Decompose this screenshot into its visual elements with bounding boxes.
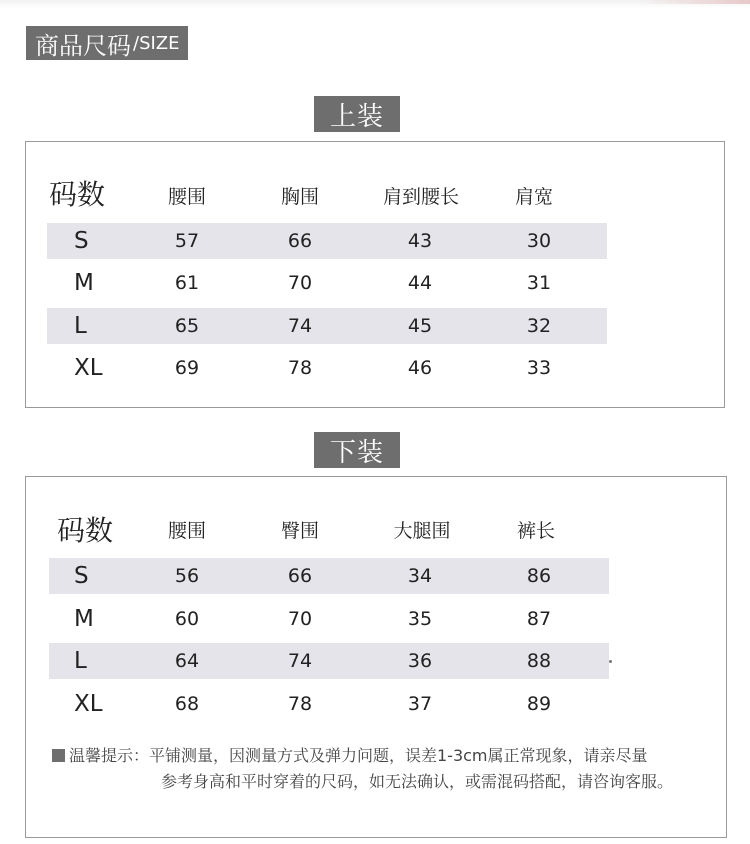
top-divider	[0, 0, 750, 8]
table-cell: 89	[526, 693, 552, 715]
size-header-subtitle: /SIZE	[133, 32, 180, 54]
table-cell: 33	[526, 357, 552, 379]
table-cell: 46	[407, 357, 433, 379]
size-label: L	[74, 313, 87, 339]
size-label: XL	[74, 355, 103, 381]
table-cell: 32	[526, 315, 552, 337]
top-section-tag: 上装	[314, 96, 400, 132]
table-cell: 43	[407, 230, 433, 252]
table-cell: 64	[174, 650, 200, 672]
size-label: XL	[74, 691, 103, 717]
table-row	[49, 558, 609, 594]
bottom-col-size: 码数	[57, 514, 114, 547]
table-row	[47, 265, 607, 301]
notice-line-1: 温馨提示：平铺测量，因测量方式及弹力问题，误差1-3cm属正常现象，请亲尽量	[69, 746, 648, 765]
table-cell: 66	[287, 565, 313, 587]
size-label: M	[74, 270, 94, 296]
table-cell: 45	[407, 315, 433, 337]
table-cell: 74	[287, 315, 313, 337]
top-col-size: 码数	[49, 178, 106, 211]
table-cell: 34	[407, 565, 433, 587]
bottom-col-thigh: 大腿围	[393, 519, 451, 542]
table-cell: 74	[287, 650, 313, 672]
table-cell: 78	[287, 357, 313, 379]
bottom-col-hip: 臀围	[280, 519, 319, 542]
table-cell: 87	[526, 608, 552, 630]
table-cell: 78	[287, 693, 313, 715]
top-col-shoulder-width: 肩宽	[514, 185, 553, 208]
sizing-notice	[52, 743, 673, 795]
size-label: M	[74, 606, 94, 632]
size-label: S	[74, 228, 89, 254]
table-cell: 57	[174, 230, 200, 252]
top-col-shoulder-to-waist: 肩到腰长	[382, 185, 459, 208]
size-header-title: 商品尺码	[35, 31, 131, 60]
table-cell: 86	[526, 565, 552, 587]
size-header-tag	[26, 26, 188, 60]
table-row	[47, 223, 607, 259]
table-cell: 36	[407, 650, 433, 672]
table-cell: 31	[526, 272, 552, 294]
notice-line-2: 参考身高和平时穿着的尺码，如无法确认，或需混码搭配，请咨询客服。	[161, 772, 674, 791]
bottom-section-tag: 下装	[314, 432, 400, 468]
notice-marker-icon	[52, 749, 65, 762]
table-cell: 69	[174, 357, 200, 379]
table-cell: 68	[174, 693, 200, 715]
table-cell: 65	[174, 315, 200, 337]
table-cell: 60	[174, 608, 200, 630]
table-cell: 56	[174, 565, 200, 587]
table-cell: 30	[526, 230, 552, 252]
table-cell: 44	[407, 272, 433, 294]
table-row	[49, 643, 609, 679]
table-row	[49, 686, 609, 722]
table-cell: 37	[407, 693, 433, 715]
table-row	[49, 601, 609, 637]
table-cell: 88	[526, 650, 552, 672]
bottom-col-waist: 腰围	[167, 519, 206, 542]
table-cell: 66	[287, 230, 313, 252]
bottom-col-length: 裤长	[516, 519, 555, 542]
table-cell: 70	[287, 272, 313, 294]
top-col-chest: 胸围	[280, 185, 319, 208]
size-label: S	[74, 563, 89, 589]
table-cell: 61	[174, 272, 200, 294]
size-label: L	[74, 648, 87, 674]
table-cell: 35	[407, 608, 433, 630]
top-accent-line	[640, 0, 750, 4]
table-row	[47, 308, 607, 344]
stray-dot	[609, 660, 612, 663]
top-size-table	[25, 141, 725, 408]
top-col-waist: 腰围	[167, 185, 206, 208]
table-cell: 70	[287, 608, 313, 630]
table-row	[47, 350, 607, 386]
